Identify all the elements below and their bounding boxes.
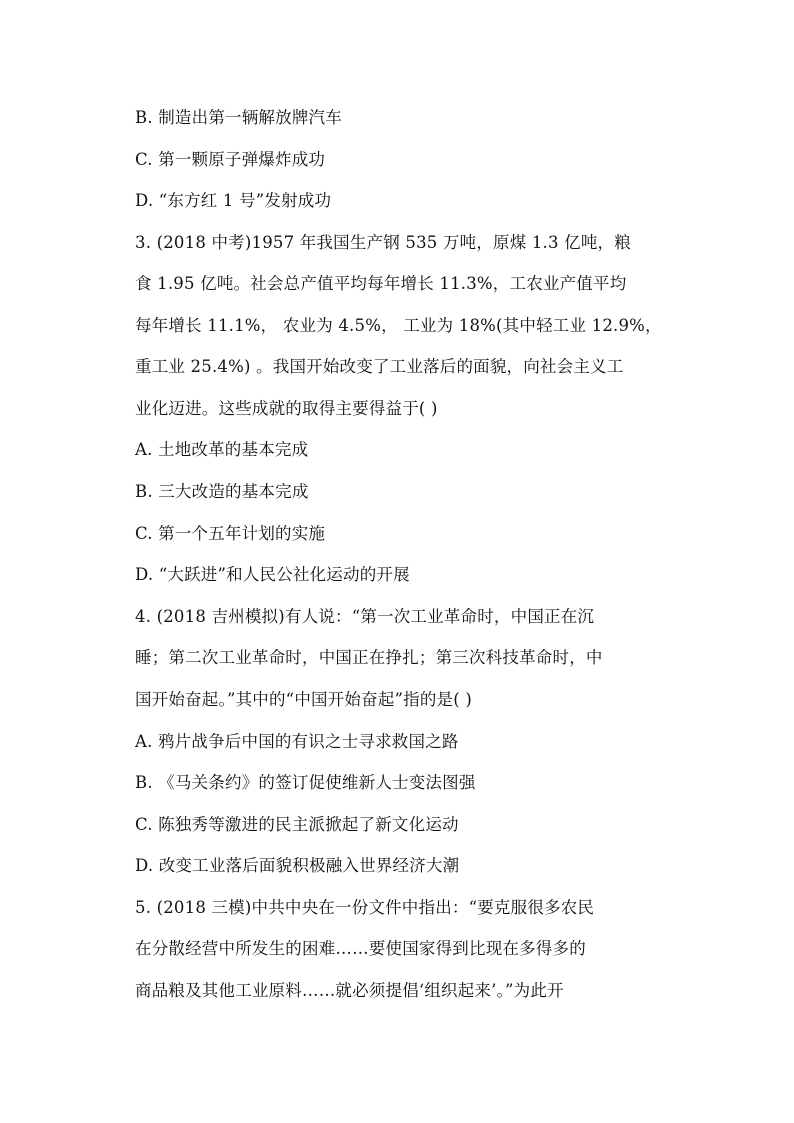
option-d-q2: D. “东方红 1 号”发射成功 bbox=[135, 191, 332, 210]
question-3-line-3: 每年增长 11.1%， 农业为 4.5%， 工业为 18%(其中轻工业 12.9%， bbox=[135, 316, 662, 335]
option-a-q4: A. 鸦片战争后中国的有识之士寻求救国之路 bbox=[135, 732, 459, 751]
option-b-q3: B. 三大改造的基本完成 bbox=[135, 482, 309, 501]
option-d-q3: D. “大跃进”和人民公社化运动的开展 bbox=[135, 565, 410, 584]
question-4-line-1: 4. (2018 吉州模拟)有人说：“第一次工业革命时，中国正在沉 bbox=[135, 607, 595, 626]
question-3-line-4: 重工业 25.4%) 。我国开始改变了工业落后的面貌，向社会主义工 bbox=[135, 357, 624, 376]
option-d-q4: D. 改变工业落后面貌积极融入世界经济大潮 bbox=[135, 856, 460, 875]
question-3-line-5: 业化迈进。这些成就的取得主要得益于( ) bbox=[135, 399, 438, 418]
option-b-q4: B. 《马关条约》的签订促使维新人士变法图强 bbox=[135, 773, 476, 792]
option-c-q4: C. 陈独秀等激进的民主派掀起了新文化运动 bbox=[135, 815, 459, 834]
question-5-line-1: 5. (2018 三模)中共中央在一份文件中指出：“要克服很多农民 bbox=[135, 898, 595, 917]
option-a-q3: A. 土地改革的基本完成 bbox=[135, 440, 309, 459]
question-3-line-2: 食 1.95 亿吨。社会总产值平均每年增长 11.3%，工农业产值平均 bbox=[135, 274, 627, 293]
question-4-line-2: 睡；第二次工业革命时，中国正在挣扎；第三次科技革命时，中 bbox=[135, 648, 603, 667]
question-5-line-3: 商品粮及其他工业原料……就必须提倡‘组织起来’。”为此开 bbox=[135, 981, 564, 1000]
option-c-q2: C. 第一颗原子弹爆炸成功 bbox=[135, 150, 326, 169]
option-c-q3: C. 第一个五年计划的实施 bbox=[135, 524, 326, 543]
option-b-q2: B. 制造出第一辆解放牌汽车 bbox=[135, 108, 342, 127]
question-3-line-1: 3. (2018 中考)1957 年我国生产钢 535 万吨，原煤 1.3 亿吨，粮 bbox=[135, 233, 631, 252]
question-5-line-2: 在分散经营中所发生的困难……要使国家得到比现在多得多的 bbox=[135, 939, 586, 958]
question-4-line-3: 国开始奋起。”其中的“中国开始奋起”指的是( ) bbox=[135, 690, 472, 709]
